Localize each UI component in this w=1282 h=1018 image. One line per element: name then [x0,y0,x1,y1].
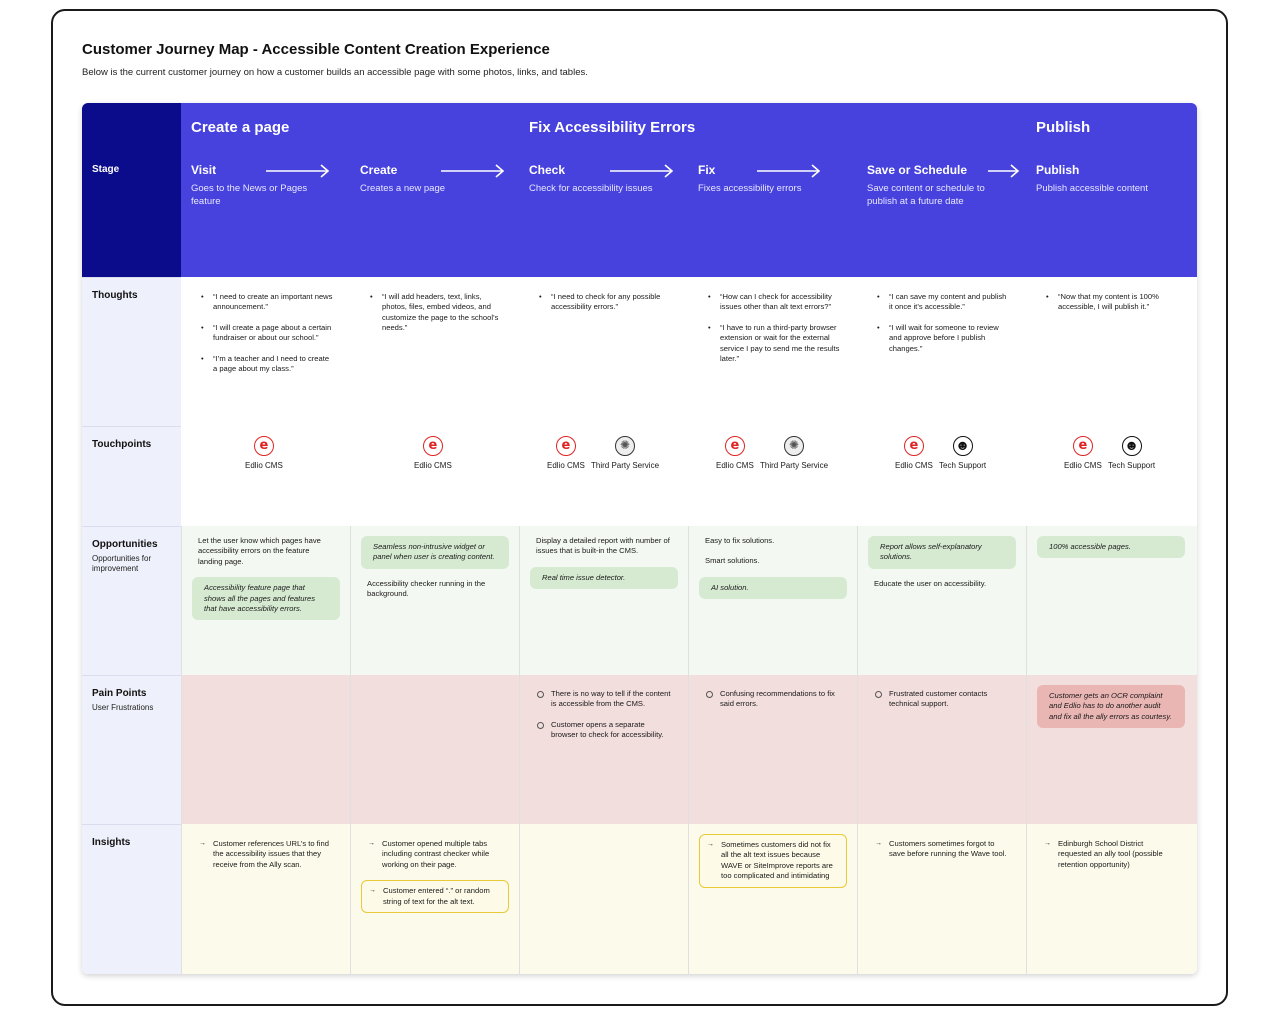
touchpoint [895,436,933,470]
arrow-right-icon [440,164,506,178]
touchpoint-label: Edlio CMS [1064,461,1102,470]
touchpoints-cell [688,426,857,526]
cell-content [182,839,350,880]
opportunity-highlight: Real time issue detector. [530,567,678,589]
touchpoint-label: Tech Support [1108,461,1156,470]
thoughts-cell [1026,277,1195,426]
touchpoint-label: Edlio CMS [716,461,754,470]
edlio-icon [1073,436,1093,456]
row-label-thoughts [82,277,181,426]
opportunity-highlight: 100% accessible pages. [1037,536,1185,558]
touchpoint-label: Edlio CMS [414,461,452,470]
opportunity-note: Easy to fix solutions. [705,536,775,545]
touchpoint-label: Edlio CMS [245,461,283,470]
group-title-publish: Publish [1036,119,1091,136]
touchpoint-label: Edlio CMS [547,461,585,470]
thoughts-cell [688,277,857,426]
touchpoints-cell [1026,426,1195,526]
edlio-icon [725,436,745,456]
cell-content [1027,685,1195,738]
pain-point-highlight: Customer gets an OCR complaint and Edlio has to do another audit and fix all the ally errors as courtesy. [1037,685,1185,728]
row-label-opportunities [82,526,181,675]
step-name: Publish [1036,163,1080,177]
opportunity-highlight: Seamless non-intrusive widget or panel when user is creating content. [361,536,509,569]
pain-point-item: Customer opens a separate browser to check for accessibility. [536,720,672,741]
step-description: Save content or schedule to publish at a future date [867,183,985,207]
opportunities-cell [350,526,519,675]
insight-item: → Customer references URL’s to find the accessibility issues that they receive from the Ally scan. [192,839,340,870]
cell-content [520,689,688,751]
cell-content [858,839,1026,870]
step-description: Creates a new page [360,183,446,194]
step-name: Save or Schedule [867,163,968,177]
pain-point-item: Frustrated customer contacts technical support. [874,689,1010,710]
touchpoints-row [82,426,1197,526]
thoughts-cell [519,277,688,426]
touchpoint [939,436,986,470]
pain-points-cell [1026,675,1195,824]
opportunity-note: Display a detailed report with number of issues that is built-in the CMS. [536,536,670,556]
step-description: Check for accessibility issues [529,183,653,194]
arrow-right-icon [265,164,331,178]
thought-item: • “I’m a teacher and I need to create a page about my class.” [201,354,333,375]
cell-content [858,536,1026,599]
thought-item: • “I have to run a third-party browser extension or wait for the external service I pay to send me the results later.” [708,323,840,365]
thoughts-row [82,277,1197,426]
insights-row [82,824,1197,974]
touchpoint [1064,436,1102,470]
insights-cell [688,824,857,974]
thoughts-cell [181,277,350,426]
thought-list [370,292,502,344]
row-title: Thoughts [92,290,138,301]
pain-points-cell [350,675,519,824]
touchpoints-cell [857,426,1026,526]
row-title: Opportunities [92,539,158,550]
insight-item: → Customer opened multiple tabs including contrast checker while working on their page. [361,839,509,870]
step-name: Visit [191,163,217,177]
insights-cell [181,824,350,974]
group-title-fix-errors: Fix Accessibility Errors [529,119,696,136]
touchpoint [591,436,659,470]
opportunities-cell [1026,526,1195,675]
touchpoint-label: Edlio CMS [895,461,933,470]
opportunity-highlight: Report allows self-explanatory solutions. [868,536,1016,569]
stage-label-cell [82,103,181,277]
row-label-pain-points [82,675,181,824]
third-party-service-icon [784,436,804,456]
touchpoint [1108,436,1155,470]
touchpoint-label: Tech Support [939,461,987,470]
cell-content [351,839,519,923]
cell-content [689,834,857,898]
cell-content [351,536,519,610]
touchpoint [245,436,283,470]
thought-item: • “I will add headers, text, links, photos, files, embed videos, and customize the page to the school’s needs.” [370,292,502,334]
thought-item: • “Now that my content is 100% accessible, I will publish it.” [1046,292,1178,313]
opportunity-highlight: Accessibility feature page that shows all the pages and features that have accessibility errors. [192,577,340,620]
row-label-insights [82,824,181,974]
touchpoints-cell [519,426,688,526]
touchpoint [716,436,754,470]
thought-item: • “How can I check for accessibility issues other than alt text errors?” [708,292,840,313]
edlio-icon [423,436,443,456]
step-description: Fixes accessibility errors [698,183,802,194]
pain-points-cell [688,675,857,824]
page-title: Customer Journey Map - Accessible Content Creation Experience [82,41,550,58]
pain-point-item: Confusing recommendations to fix said errors. [705,689,841,710]
thoughts-cell [350,277,519,426]
row-title: Insights [92,837,131,848]
journey-board [82,103,1197,974]
opportunities-cell [519,526,688,675]
insights-cell [1026,824,1195,974]
row-subtitle: Opportunities for improvement [92,554,152,573]
page-subtitle: Below is the current customer journey on how a customer builds an accessible page with some photos, links, and tables. [82,67,588,78]
touchpoints-cell [181,426,350,526]
cell-content [1027,536,1195,568]
step-name: Create [360,163,398,177]
thought-list [877,292,1009,364]
opportunities-row [82,526,1197,675]
insights-cell [350,824,519,974]
touchpoint [547,436,585,470]
tech-support-icon [1122,436,1142,456]
thought-list [708,292,840,374]
thought-item: • “I will create a page about a certain fundraiser or about our school.” [201,323,333,344]
thoughts-cell [857,277,1026,426]
pain-points-cell [181,675,350,824]
edlio-icon [254,436,274,456]
cell-content [689,689,857,720]
stage-header [181,103,1197,277]
touchpoint-label: Third Party Service [760,461,829,470]
opportunities-cell [857,526,1026,675]
cell-content [520,536,688,599]
opportunity-note: Educate the user on accessibility. [874,578,987,588]
insight-item: → Edinburgh School District requested an ally tool (possible retention opportunity) [1037,839,1185,870]
row-title: Touchpoints [92,439,152,450]
third-party-service-icon [615,436,635,456]
thought-list [539,292,671,323]
step-description: Publish accessible content [1036,183,1148,194]
cell-content [689,536,857,609]
insight-item: → Customers sometimes forgot to save before running the Wave tool. [868,839,1016,860]
pain-points-cell [857,675,1026,824]
insight-highlight: → Sometimes customers did not fix all the alt text issues because WAVE or SiteImprove reports are too complicated and intimidating [699,834,847,888]
step-description: Goes to the News or Pages feature [191,183,308,207]
stage-label: Stage [92,164,120,175]
insight-highlight: → Customer entered “.” or random string of text for the alt text. [361,880,509,913]
thought-list [1046,292,1178,323]
arrow-right-icon [609,164,675,178]
row-subtitle: User Frustrations [92,703,154,712]
opportunity-highlight: AI solution. [699,577,847,599]
thought-item: • “I need to check for any possible accessibility errors.” [539,292,671,313]
arrow-right-icon [987,164,1021,178]
insights-cell [519,824,688,974]
step-name: Fix [698,163,716,177]
touchpoints-cell [350,426,519,526]
cell-content [182,536,350,630]
opportunity-note: Smart solutions. [705,556,760,566]
pain-point-item: There is no way to tell if the content is accessible from the CMS. [536,689,672,710]
group-title-create-page: Create a page [191,119,290,136]
cell-content [858,689,1026,720]
edlio-icon [904,436,924,456]
step-publish [1036,163,1196,195]
opportunities-cell [688,526,857,675]
thought-item: • “I can save my content and publish it once it’s accessible.” [877,292,1009,313]
thought-list [201,292,333,384]
opportunity-note: Let the user know which pages have accessibility errors on the feature landing page. [198,536,321,566]
opportunity-note: Accessibility checker running in the background. [367,578,486,599]
pain-points-row [82,675,1197,824]
thought-item: • “I need to create an important news announcement.” [201,292,333,313]
row-label-touchpoints [82,426,181,526]
pain-points-cell [519,675,688,824]
edlio-icon [556,436,576,456]
arrow-right-icon [756,164,822,178]
touchpoint [414,436,452,470]
row-title: Pain Points [92,688,147,699]
touchpoint [760,436,828,470]
tech-support-icon [953,436,973,456]
opportunities-cell [181,526,350,675]
step-name: Check [529,163,566,177]
insights-cell [857,824,1026,974]
thought-item: • “I will wait for someone to review and approve before I publish changes.” [877,323,1009,354]
cell-content [1027,839,1195,880]
touchpoint-label: Third Party Service [591,461,660,470]
